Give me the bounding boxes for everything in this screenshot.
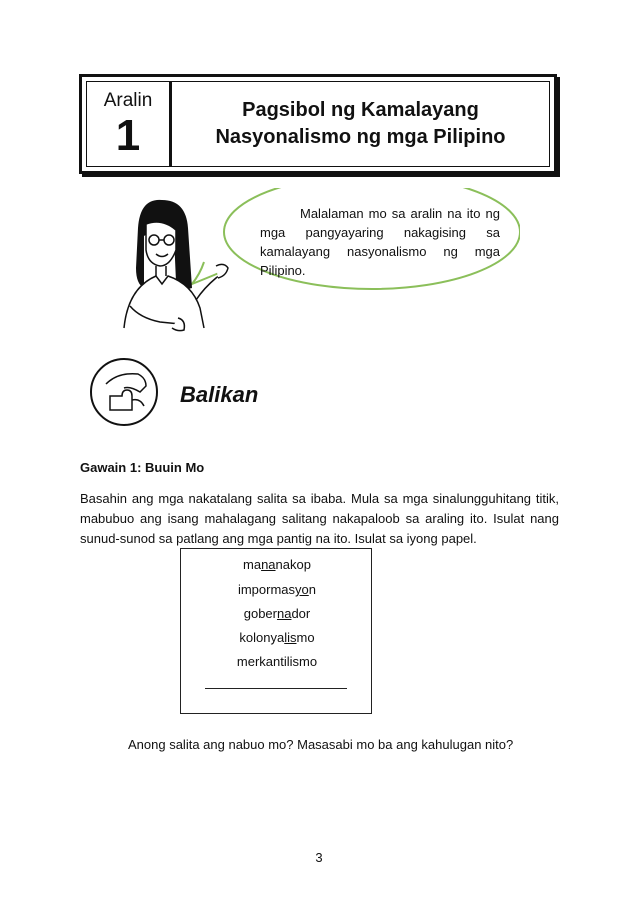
lesson-number-box xyxy=(86,81,172,167)
lesson-header xyxy=(79,74,557,174)
lesson-number: 1 xyxy=(115,111,141,160)
word-box xyxy=(180,548,372,714)
activity-title: Gawain 1: Buuin Mo xyxy=(80,460,205,475)
lesson-label: Aralin xyxy=(103,90,153,111)
answer-blank-line xyxy=(205,688,347,689)
page-number: 3 xyxy=(315,850,323,865)
lesson-title-line1: Pagsibol ng Kamalayang xyxy=(242,99,479,121)
bubble-text: Malalaman mo sa aralin na ito ng mga pangyayaring nakagising sa kamalayang nasyonalismo ng mga Pilipino. xyxy=(260,206,500,278)
puzzle-hand-icon xyxy=(88,356,160,428)
section-title: Balikan xyxy=(180,382,259,407)
word-item: impormasyon xyxy=(237,582,317,597)
lesson-title-line2: Nasyonalismo ng mga Pilipino xyxy=(215,126,506,148)
activity-question: Anong salita ang nabuo mo? Masasabi mo ba ang kahulugan nito? xyxy=(128,737,514,752)
word-item: merkantilismo xyxy=(236,654,318,669)
lesson-title xyxy=(172,81,550,167)
word-item: gobernador xyxy=(243,606,311,621)
word-item: mananakop xyxy=(243,557,311,572)
word-item: kolonyalismo xyxy=(239,630,315,645)
activity-instructions: Basahin ang mga nakatalang salita sa ibaba. Mula sa mga sinalungguhitang titik, mabubuo ang isang mahalagang salitang nakapaloob sa araling ito. Isulat nang sunud-sunod sa patlang ang mga pantig na ito. Isulat sa iyong papel. xyxy=(80,491,559,546)
